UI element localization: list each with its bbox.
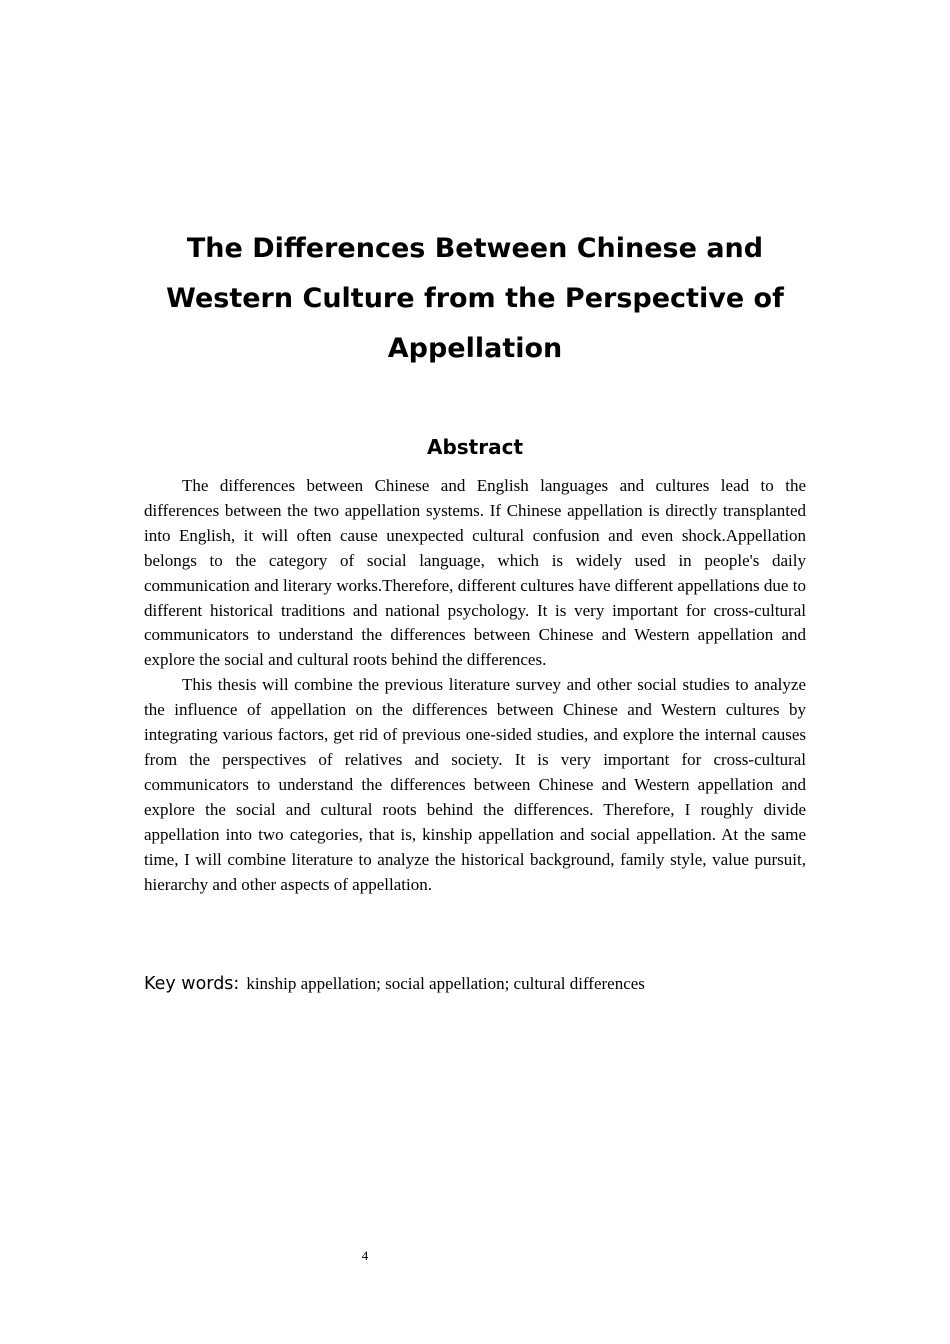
title-line-1: The Differences Between Chinese and [186,233,764,264]
abstract-body [144,474,806,897]
title-line-3: Appellation [387,333,563,364]
keywords-label: Key words: [144,974,240,994]
document-title [140,224,810,374]
title-line-2: Western Culture from the Perspective of [166,283,784,314]
keywords-text: kinship appellation; social appellation; cultural differences [246,974,645,993]
abstract-heading: Abstract [426,435,524,459]
page-number: 4 [361,1248,369,1263]
abstract-paragraph-1: The differences between Chinese and English languages and cultures lead to the differences between the two appellation systems. If Chinese appellation is directly transplanted into English, it will often cause unexpected cultural confusion and even shock.Appellation belongs to the category of social language, which is widely used in people's daily communication and literary works.Therefore, different cultures have different appellations due to different historical traditions and national psychology. It is very important for cross-cultural communicators to understand the differences between Chinese and Western appellation and explore the social and cultural roots behind the differences. [144,476,806,670]
abstract-paragraph-2: This thesis will combine the previous literature survey and other social studies to analyze the influence of appellation on the differences between Chinese and Western cultures by integrating various factors, get rid of previous one-sided studies, and explore the internal causes from the perspectives of relatives and society. It is very important for cross-cultural communicators to understand the differences between Chinese and Western appellation and explore the social and cultural roots behind the differences. Therefore, I roughly divide appellation into two categories, that is, kinship appellation and social appellation. At the same time, I will combine literature to analyze the historical background, family style, value pursuit, hierarchy and other aspects of appellation. [144,675,806,894]
keywords-line [144,971,806,997]
